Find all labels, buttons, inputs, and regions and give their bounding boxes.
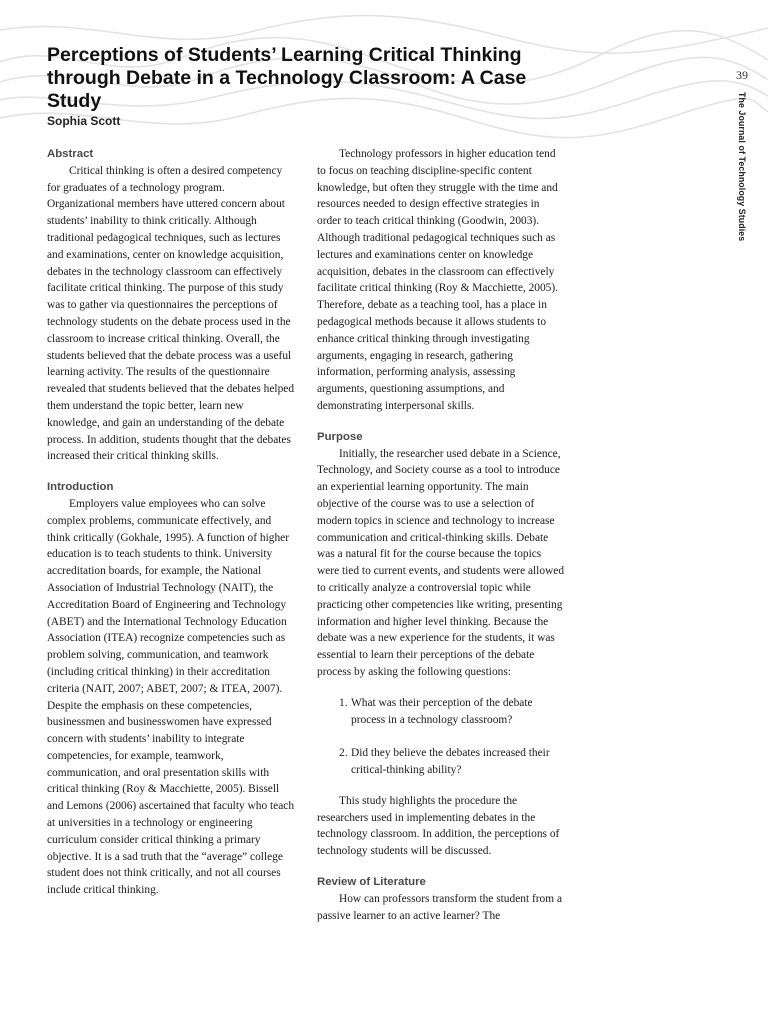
research-questions-list bbox=[317, 695, 565, 779]
left-column bbox=[47, 146, 295, 899]
page-number: 39 bbox=[736, 68, 748, 82]
purpose-closing-paragraph: This study highlights the procedure the researchers used in implementing debates in the technology classroom. In addition, the perceptions of technology students will be discussed. bbox=[317, 794, 560, 858]
review-of-literature-heading: Review of Literature bbox=[317, 876, 426, 889]
question-text: Did they believe the debates increased their critical-thinking ability? bbox=[351, 747, 550, 777]
purpose-heading: Purpose bbox=[317, 430, 363, 443]
question-text: What was their perception of the debate process in a technology classroom? bbox=[351, 696, 533, 726]
research-question-item bbox=[339, 745, 565, 779]
introduction-paragraph: Employers value employees who can solve complex problems, communicate effectively, and think critically (Gokhale, 1995). A function of higher education is to teach students to think. University accreditation boards, for example, the National Association of Industrial Technology (NAIT), the Accreditation Board of Engineering and Technology (ABET) and the International Technology Education Association (ITEA) recognize competencies such as problem solving, communication, and teamwork (including critical thinking) in their accreditation criteria (NAIT, 2007; ABET, 2007; & ITEA, 2007). Despite the emphasis on these competencies, businessmen and businesswomen have expressed concern with students’ inability to integrate competencies, for example, teamwork, communication, and oral presentation skills with critical thinking (Roy & Macchiette, 2005). Bissell and Lemons (2006) ascertained that faculty who teach at universities in a technology or engineering curriculum consider critical thinking a primary objective. It is a sad truth that the “average” college student does not think critically, and not all courses include critical thinking. bbox=[47, 497, 295, 897]
purpose-paragraph: Initially, the researcher used debate in a Science, Technology, and Society course as a tool to introduce an experiential learning opportunity. The main objective of the course was to use a selection of modern topics in science and technology to increase communication and critical-thinking skills. Debate was a natural fit for the course because the topics were tied to current events, and students were allowed to critically analyze a controversial topic while practicing other competencies like writing, presenting information and higher level thinking. Because the debate was a new experience for the students, it was essential to learn their perceptions of the debate process by asking the following questions: bbox=[317, 447, 565, 678]
introduction-continued-paragraph: Technology professors in higher education tend to focus on teaching discipline-specific content knowledge, but often they struggle with the time and resources needed to design effective strategies in order to teach critical thinking (Goodwin, 2003). Although traditional pedagogical techniques such as lectures and examinations center on knowledge acquisition, debates in the classroom can effectively facilitate critical thinking (Roy & Macchiette, 2005). Therefore, debate as a teaching tool, has a place in pedagogical methods because it allows students to enhance critical thinking through investigating arguments, engaging in research, gathering information, performing analysis, assessing arguments, questioning assumptions, and demonstrating interpersonal skills. bbox=[317, 148, 559, 412]
research-question-item bbox=[339, 695, 565, 729]
author-name: Sophia Scott bbox=[47, 114, 121, 128]
article-title: Perceptions of Students’ Learning Critical Thinking through Debate in a Technology Classroom: A Case Study bbox=[47, 44, 527, 112]
question-number: 2. bbox=[339, 747, 348, 760]
right-column bbox=[317, 146, 565, 924]
abstract-heading: Abstract bbox=[47, 148, 94, 160]
question-number: 1. bbox=[339, 696, 348, 709]
review-paragraph: How can professors transform the student from a passive learner to an active learner? The bbox=[317, 892, 563, 922]
abstract-paragraph: Critical thinking is often a desired competency for graduates of a technology program. Organizational members have uttered concern about students’ inability to think critically. Although traditional pedagogical techniques, such as lectures and examinations, center on knowledge acquisition, debates in the technology classroom can effectively facilitate critical thinking. The purpose of this study was to gather via questionnaires the perceptions of technology students on the debate process used in the classroom to increase critical thinking. Overall, the students believed that the debate process was a useful learning activity. The results of the questionnaire revealed that students believed that the debates helped them understand the topic better, learn new knowledge, and gain an understanding of the debate process. In addition, students thought that the debates increased their critical thinking skills. bbox=[47, 164, 295, 463]
introduction-heading: Introduction bbox=[47, 481, 114, 494]
journal-name: The Journal of Technology Studies bbox=[737, 92, 747, 242]
